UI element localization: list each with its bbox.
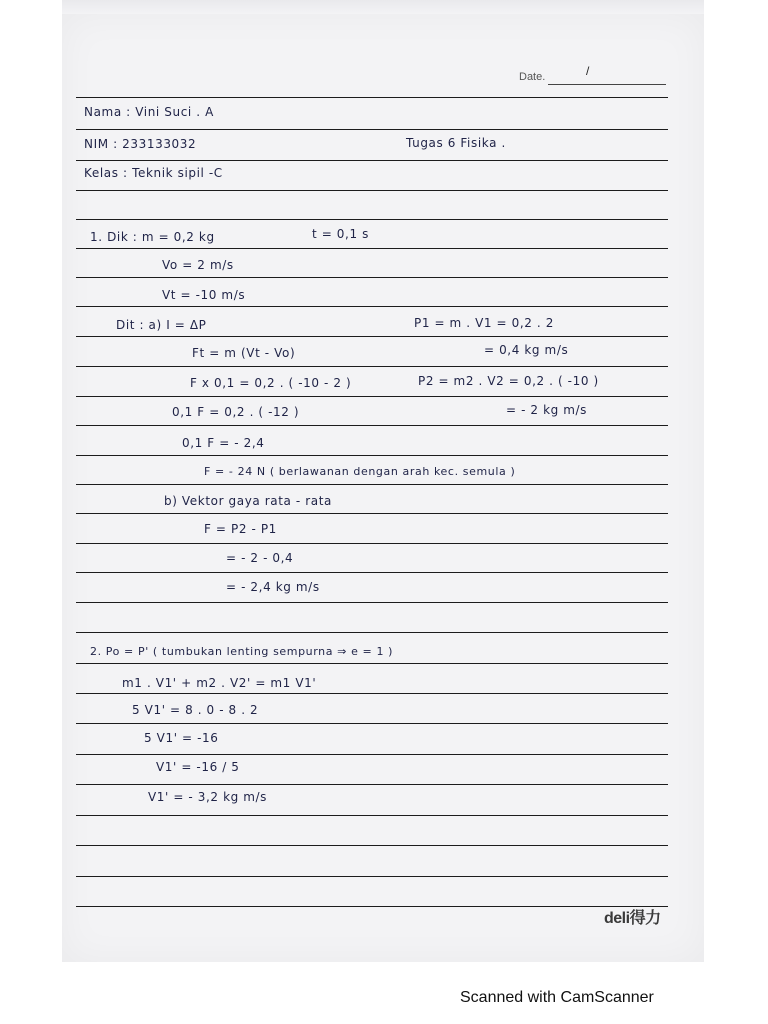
p1-part-b-eq: F = P2 - P1: [204, 522, 277, 536]
student-name: Nama : Vini Suci . A: [84, 105, 214, 119]
ruled-line: [76, 815, 668, 816]
ruled-line: [76, 219, 668, 220]
ruled-line: [76, 723, 668, 724]
p2-eq4: V1' = -16 / 5: [156, 760, 240, 774]
p1-part-b-step: = - 2 - 0,4: [226, 551, 294, 565]
p1-given-vo: Vo = 2 m/s: [162, 258, 234, 272]
p1-momentum-1-result: = 0,4 kg m/s: [484, 343, 569, 357]
p2-eq5: V1' = - 3,2 kg m/s: [148, 790, 268, 804]
ruled-line: [76, 396, 668, 397]
ruled-line: [76, 602, 668, 603]
ruled-line: [76, 784, 668, 785]
p1-momentum-2: P2 = m2 . V2 = 0,2 . ( -10 ): [418, 374, 599, 388]
date-underline: [548, 84, 666, 85]
ruled-line: [76, 632, 668, 633]
p1-impulse-eq: Ft = m (Vt - Vo): [192, 346, 296, 360]
ruled-line: [76, 160, 668, 161]
notebook-brand-logo: deli得力: [604, 910, 661, 927]
ruled-line: [76, 336, 668, 337]
ruled-line: [76, 663, 668, 664]
ruled-line: [76, 484, 668, 485]
p2-eq2: 5 V1' = 8 . 0 - 8 . 2: [132, 703, 259, 717]
ruled-line: [76, 754, 668, 755]
camscanner-footer: Scanned with CamScanner: [460, 989, 654, 1006]
ruled-line: [76, 455, 668, 456]
p1-given-time: t = 0,1 s: [312, 227, 369, 241]
scanned-notebook-page: [62, 14, 704, 962]
ruled-line: [76, 845, 668, 846]
student-class: Kelas : Teknik sipil -C: [84, 166, 223, 180]
p1-force-result: F = - 24 N ( berlawanan dengan arah kec. semula ): [204, 465, 516, 478]
ruled-line: [76, 693, 668, 694]
p1-part-b-title: b) Vektor gaya rata - rata: [164, 494, 333, 508]
p1-given-vt: Vt = -10 m/s: [162, 288, 246, 302]
p1-given-mass: 1. Dik : m = 0,2 kg: [90, 230, 215, 244]
student-nim: NIM : 233133032: [84, 137, 197, 151]
p2-title: 2. Po = P' ( tumbukan lenting sempurna ⇒ e = 1 ): [90, 645, 394, 658]
p2-eq3: 5 V1' = -16: [144, 731, 219, 745]
p1-momentum-1: P1 = m . V1 = 0,2 . 2: [414, 316, 554, 330]
ruled-line: [76, 572, 668, 573]
ruled-line: [76, 277, 668, 278]
date-value: /: [586, 64, 590, 78]
ruled-line: [76, 906, 668, 907]
ruled-line: [76, 425, 668, 426]
ruled-line: [76, 190, 668, 191]
scan-top-shadow: [62, 0, 704, 14]
p1-asked-a: Dit : a) I = ΔP: [116, 318, 207, 332]
ruled-line: [76, 366, 668, 367]
p1-force-step3: 0,1 F = - 2,4: [182, 436, 265, 450]
ruled-line: [76, 306, 668, 307]
p2-eq1: m1 . V1' + m2 . V2' = m1 V1': [122, 676, 317, 690]
p1-part-b-result: = - 2,4 kg m/s: [226, 580, 320, 594]
ruled-line: [76, 876, 668, 877]
ruled-line: [76, 513, 668, 514]
ruled-line: [76, 129, 668, 130]
ruled-line: [76, 543, 668, 544]
p1-force-step2: 0,1 F = 0,2 . ( -12 ): [172, 405, 300, 419]
ruled-line: [76, 97, 668, 98]
assignment-title: Tugas 6 Fisika .: [406, 136, 506, 150]
p1-momentum-2-result: = - 2 kg m/s: [506, 403, 588, 417]
p1-force-step1: F x 0,1 = 0,2 . ( -10 - 2 ): [190, 376, 352, 390]
ruled-line: [76, 248, 668, 249]
date-label: Date.: [519, 71, 546, 83]
